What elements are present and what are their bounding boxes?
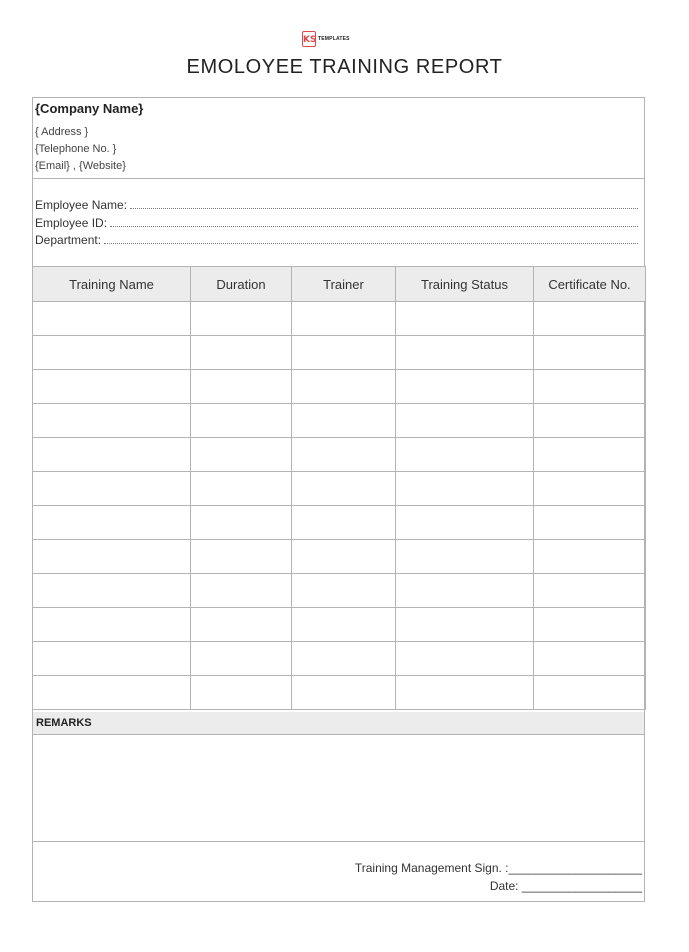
cell-training-name[interactable] (33, 540, 191, 574)
cell-trainer[interactable] (292, 404, 396, 438)
cell-trainer[interactable] (292, 472, 396, 506)
col-header-trainer: Trainer (292, 267, 396, 302)
cell-training-status[interactable] (396, 642, 534, 676)
company-contact: {Email} , {Website} (35, 160, 126, 172)
cell-trainer[interactable] (292, 608, 396, 642)
cell-trainer[interactable] (292, 438, 396, 472)
table-row (33, 404, 646, 438)
sign-field[interactable] (355, 861, 642, 875)
cell-training-name[interactable] (33, 506, 191, 540)
col-header-duration: Duration (191, 267, 292, 302)
cell-training-status[interactable] (396, 676, 534, 710)
logo-icon: KS (302, 31, 316, 47)
cell-duration[interactable] (191, 472, 292, 506)
table-header-row (33, 267, 646, 302)
brand-logo (302, 30, 350, 48)
col-header-training-name: Training Name (33, 267, 191, 302)
table-row (33, 472, 646, 506)
remarks-label: REMARKS (36, 717, 92, 729)
department-field[interactable] (35, 233, 638, 247)
cell-training-status[interactable] (396, 472, 534, 506)
cell-trainer[interactable] (292, 506, 396, 540)
cell-training-name[interactable] (33, 438, 191, 472)
table-row (33, 540, 646, 574)
cell-duration[interactable] (191, 608, 292, 642)
cell-trainer[interactable] (292, 336, 396, 370)
training-table (32, 266, 646, 710)
cell-duration[interactable] (191, 438, 292, 472)
cell-certificate-no[interactable] (534, 574, 646, 608)
cell-training-name[interactable] (33, 642, 191, 676)
table-row (33, 438, 646, 472)
cell-duration[interactable] (191, 370, 292, 404)
date-label: Date: (489, 879, 519, 893)
cell-duration[interactable] (191, 676, 292, 710)
table-row (33, 370, 646, 404)
cell-certificate-no[interactable] (534, 370, 646, 404)
cell-duration[interactable] (191, 642, 292, 676)
cell-training-status[interactable] (396, 370, 534, 404)
cell-training-status[interactable] (396, 540, 534, 574)
company-name: {Company Name} (35, 101, 144, 116)
cell-duration[interactable] (191, 540, 292, 574)
cell-training-name[interactable] (33, 370, 191, 404)
cell-training-name[interactable] (33, 608, 191, 642)
employee-name-field[interactable] (35, 198, 638, 212)
remarks-header (33, 712, 644, 735)
employee-name-label: Employee Name: (35, 198, 128, 212)
cell-certificate-no[interactable] (534, 642, 646, 676)
cell-trainer[interactable] (292, 574, 396, 608)
cell-trainer[interactable] (292, 302, 396, 336)
cell-trainer[interactable] (292, 370, 396, 404)
cell-trainer[interactable] (292, 642, 396, 676)
employee-id-line (110, 217, 638, 227)
cell-training-name[interactable] (33, 302, 191, 336)
cell-training-status[interactable] (396, 506, 534, 540)
cell-certificate-no[interactable] (534, 540, 646, 574)
cell-certificate-no[interactable] (534, 676, 646, 710)
cell-duration[interactable] (191, 336, 292, 370)
cell-certificate-no[interactable] (534, 438, 646, 472)
department-label: Department: (35, 233, 102, 247)
cell-training-status[interactable] (396, 404, 534, 438)
department-line (104, 234, 638, 244)
sign-label: Training Management Sign. : (354, 861, 509, 875)
cell-training-status[interactable] (396, 574, 534, 608)
employee-name-line (130, 199, 638, 209)
section-divider (32, 178, 645, 179)
cell-duration[interactable] (191, 404, 292, 438)
company-address: { Address } (35, 126, 89, 138)
table-body (33, 302, 646, 710)
company-telephone: {Telephone No. } (35, 143, 117, 155)
cell-training-name[interactable] (33, 404, 191, 438)
date-field[interactable] (490, 879, 642, 893)
col-header-training-status: Training Status (396, 267, 534, 302)
sign-line: ____________________ (508, 861, 642, 875)
cell-duration[interactable] (191, 506, 292, 540)
cell-training-name[interactable] (33, 574, 191, 608)
cell-certificate-no[interactable] (534, 608, 646, 642)
cell-certificate-no[interactable] (534, 506, 646, 540)
col-header-certificate-no: Certificate No. (534, 267, 646, 302)
cell-training-status[interactable] (396, 336, 534, 370)
cell-training-status[interactable] (396, 608, 534, 642)
date-line: __________________ (521, 879, 642, 893)
table-row (33, 676, 646, 710)
table-row (33, 506, 646, 540)
cell-trainer[interactable] (292, 540, 396, 574)
cell-training-status[interactable] (396, 302, 534, 336)
table-row (33, 302, 646, 336)
remarks-bottom-divider (32, 841, 645, 842)
table-row (33, 336, 646, 370)
table-row (33, 642, 646, 676)
table-row (33, 574, 646, 608)
cell-certificate-no[interactable] (534, 336, 646, 370)
cell-trainer[interactable] (292, 676, 396, 710)
cell-certificate-no[interactable] (534, 472, 646, 506)
cell-training-name[interactable] (33, 676, 191, 710)
company-block (35, 99, 635, 175)
cell-training-name[interactable] (33, 336, 191, 370)
cell-training-name[interactable] (33, 472, 191, 506)
document-title: EMOLOYEE TRAINING REPORT (186, 56, 503, 78)
cell-training-status[interactable] (396, 438, 534, 472)
cell-duration[interactable] (191, 302, 292, 336)
cell-duration[interactable] (191, 574, 292, 608)
employee-id-field[interactable] (35, 216, 638, 230)
employee-id-label: Employee ID: (35, 216, 108, 230)
cell-certificate-no[interactable] (534, 302, 646, 336)
logo-text: TEMPLATES (318, 36, 350, 42)
table-row (33, 608, 646, 642)
cell-certificate-no[interactable] (534, 404, 646, 438)
